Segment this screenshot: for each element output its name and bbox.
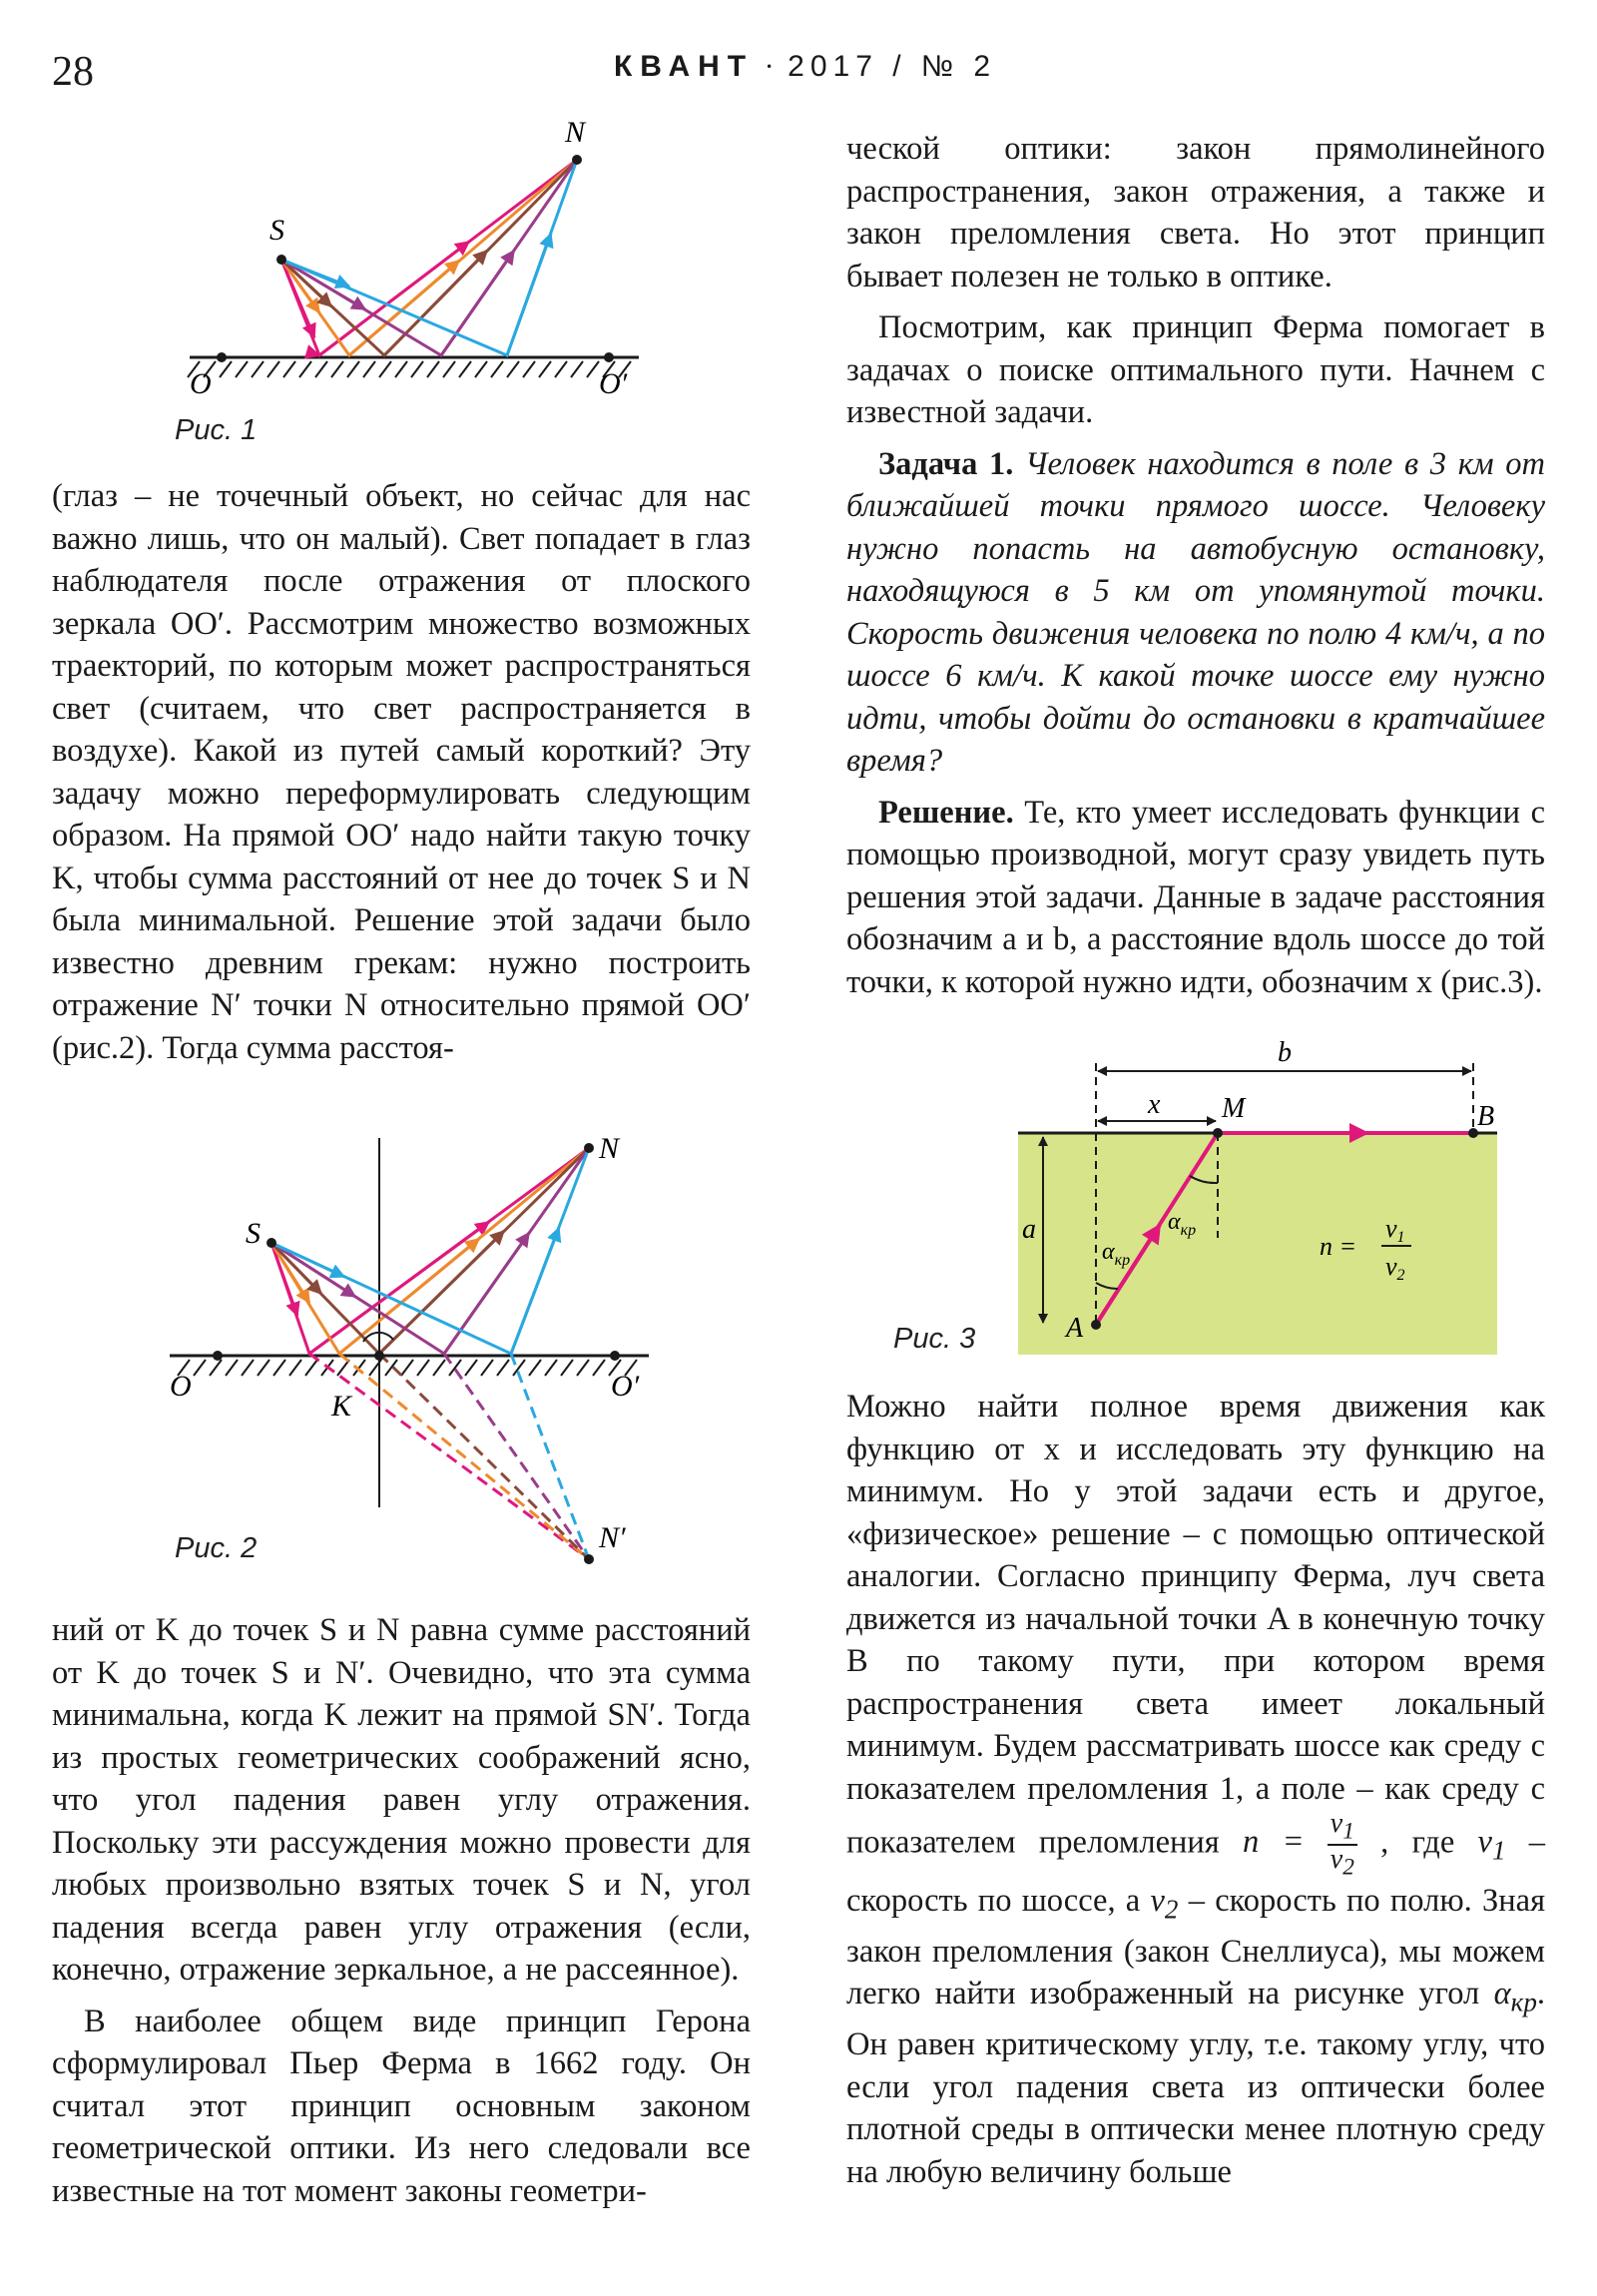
fig1-label-n: N	[565, 120, 586, 149]
fig3-alpha-left: $\alpha_{кр}$	[1102, 1239, 1131, 1269]
fig3-label-b-point: B	[1477, 1101, 1495, 1132]
right-column-top	[846, 128, 1545, 1012]
fig3-n-formula: n =	[1320, 1232, 1357, 1261]
task-1	[846, 443, 1545, 783]
figure-1	[170, 120, 669, 419]
fig3-label-x: x	[1148, 1089, 1161, 1120]
paragraph: Можно найти полное время движения как функцию от x и исследовать эту функцию на минимум. Но у этой задачи есть и другое, «физическое» решение – с помощью оптической аналогии. Согласно принципу Ферма, луч света движется из начальной точки A в конечную точку B по такому пути, при котором время распространения света имеет локальный минимум. Будем рассматривать шоссе как среду с показателем преломления 1, а поле – как среду с показателем преломления n = $\frac{v_1}{v_2}$ , где $v_1$ – скорость по шоссе, а $v_2$ – скорость по полю. Зная закон преломления (закон Снеллиуса), мы можем легко найти изображенный на рисунке угол $\alpha_{кр}$. Он равен критическому углу, т.е. такому углу, что если угол падения света из оптически более плотной среды в оптически менее плотную среду на любую величину больше	[846, 1389, 1546, 2190]
left-column-top	[52, 475, 751, 1078]
fig2-label-k: K	[331, 1390, 352, 1423]
fig1-label-o: O	[190, 367, 212, 400]
fig2-caption: Рис. 2	[175, 1532, 258, 1564]
right-column-bottom	[846, 1386, 1545, 2202]
issue-number: 2017 / № 2	[788, 50, 997, 83]
paragraph: ний от K до точек S и N равна сумме расстояний от K до точек S и N′. Очевидно, что эта сумма минимальна, когда K лежит на прямой SN′. Тогда из простых геометрических соображений ясно, что угол падения равен углу отражения. Поскольку эти рассуждения можно провести для любых произвольно взятых точек S и N, угол падения всегда равен углу отражения (если, конечно, отражение зеркальное, а не рассеянное).	[52, 1612, 751, 1988]
left-column-bottom	[52, 1609, 751, 2221]
paragraph: (глаз – не точечный объект, но сейчас для нас важно лишь, что он малый). Свет попадает в глаз наблюдателя после отражения от плоского зеркала OO′. Рассмотрим множество возможных траекторий, по которым может распространяться свет (считаем, что свет распространяется в воздухе). Какой из путей самый короткий? Эту задачу можно переформулировать следующим образом. На прямой OO′ надо найти такую точку K, чтобы сумма расстояний от нее до точек S и N была минимальной. Решение этой задачи было известно древним грекам: нужно построить отражение N′ точки N относительно прямой OO′ (рис.2). Тогда сумма расстоя-	[52, 478, 751, 1066]
fig3-label-a-point: A	[1066, 1313, 1084, 1344]
fig3-caption: Рис. 3	[893, 1323, 976, 1355]
fig3-label-m: M	[1222, 1093, 1246, 1124]
header-separator: ·	[764, 50, 778, 83]
running-title	[614, 50, 996, 84]
fig1-caption: Рис. 1	[175, 414, 258, 446]
fig2-label-o-prime: O′	[611, 1370, 640, 1403]
solution-text: Те, кто умеет исследовать функции с помощью производной, могут сразу увидеть путь решения этой задачи. Данные в задаче расстояния обозначим a и b, а расстояние вдоль шоссе до той точки, к которой нужно идти, обозначим x (рис.3).	[846, 794, 1546, 1000]
fig3-label-a: a	[1022, 1214, 1036, 1245]
fig1-label-o-prime: O′	[599, 367, 628, 400]
fig2-label-o: O	[170, 1370, 192, 1403]
paragraph: Посмотрим, как принцип Ферма помогает в задачах о поиске оптимального пути. Начнем с известной задачи.	[846, 309, 1545, 430]
fig3-v2: v2	[1385, 1252, 1405, 1284]
task-label: Задача 1.	[878, 445, 1014, 482]
paragraph: В наиболее общем виде принцип Герона сформулировал Пьер Ферма в 1662 году. Он считал этот принцип основным законом геометрической оптики. Из него следовали все известные на тот момент законы геометри-	[52, 2003, 751, 2209]
figure-2	[160, 1118, 679, 1577]
fig3-v1: v1	[1385, 1214, 1405, 1246]
fig2-label-n-prime: N′	[599, 1521, 626, 1554]
figure-3	[1008, 1033, 1507, 1363]
magazine-name: КВАНТ	[614, 50, 755, 83]
page-header	[0, 40, 1597, 100]
solution-label: Решение.	[878, 794, 1014, 831]
fig3-label-b: b	[1278, 1037, 1292, 1068]
solution	[846, 792, 1545, 1004]
fig3-alpha-right: $\alpha_{кр}$	[1168, 1209, 1197, 1239]
fig2-label-s: S	[246, 1217, 261, 1250]
paragraph: ческой оптики: закон прямолинейного распространения, закон отражения, а также и закон преломления света. Но этот принцип бывает полезен не только в оптике.	[846, 131, 1545, 294]
fig2-label-n: N	[599, 1132, 620, 1165]
task-text: Человек находится в поле в 3 км от ближайшей точки прямого шоссе. Человеку нужно попасть на автобусную остановку, находящуюся в 5 км от упомянутой точки. Скорость движения человека по полю 4 км/ч, а по шоссе 6 км/ч. К какой точке шоссе ему нужно идти, чтобы дойти до остановки в кратчайшее время?	[846, 445, 1546, 779]
page-number: 28	[52, 49, 94, 95]
fig1-label-s: S	[269, 214, 284, 247]
paragraph-text: Можно найти полное время движения как функцию от x и исследовать эту функцию на минимум. Но у этой задачи есть и другое, «физическое» решение – с помощью оптической аналогии. Согласно принципу Ферма, луч света движется из начальной точки A в конечную точку B по такому пути, при котором время распространения света имеет локальный минимум. Будем рассматривать шоссе как среду с показателем преломления 1, а поле – как среду с показателем преломления	[846, 1389, 1545, 1861]
inline-formula: n = $\frac{v_1}{v_2}$	[1243, 1824, 1380, 1860]
